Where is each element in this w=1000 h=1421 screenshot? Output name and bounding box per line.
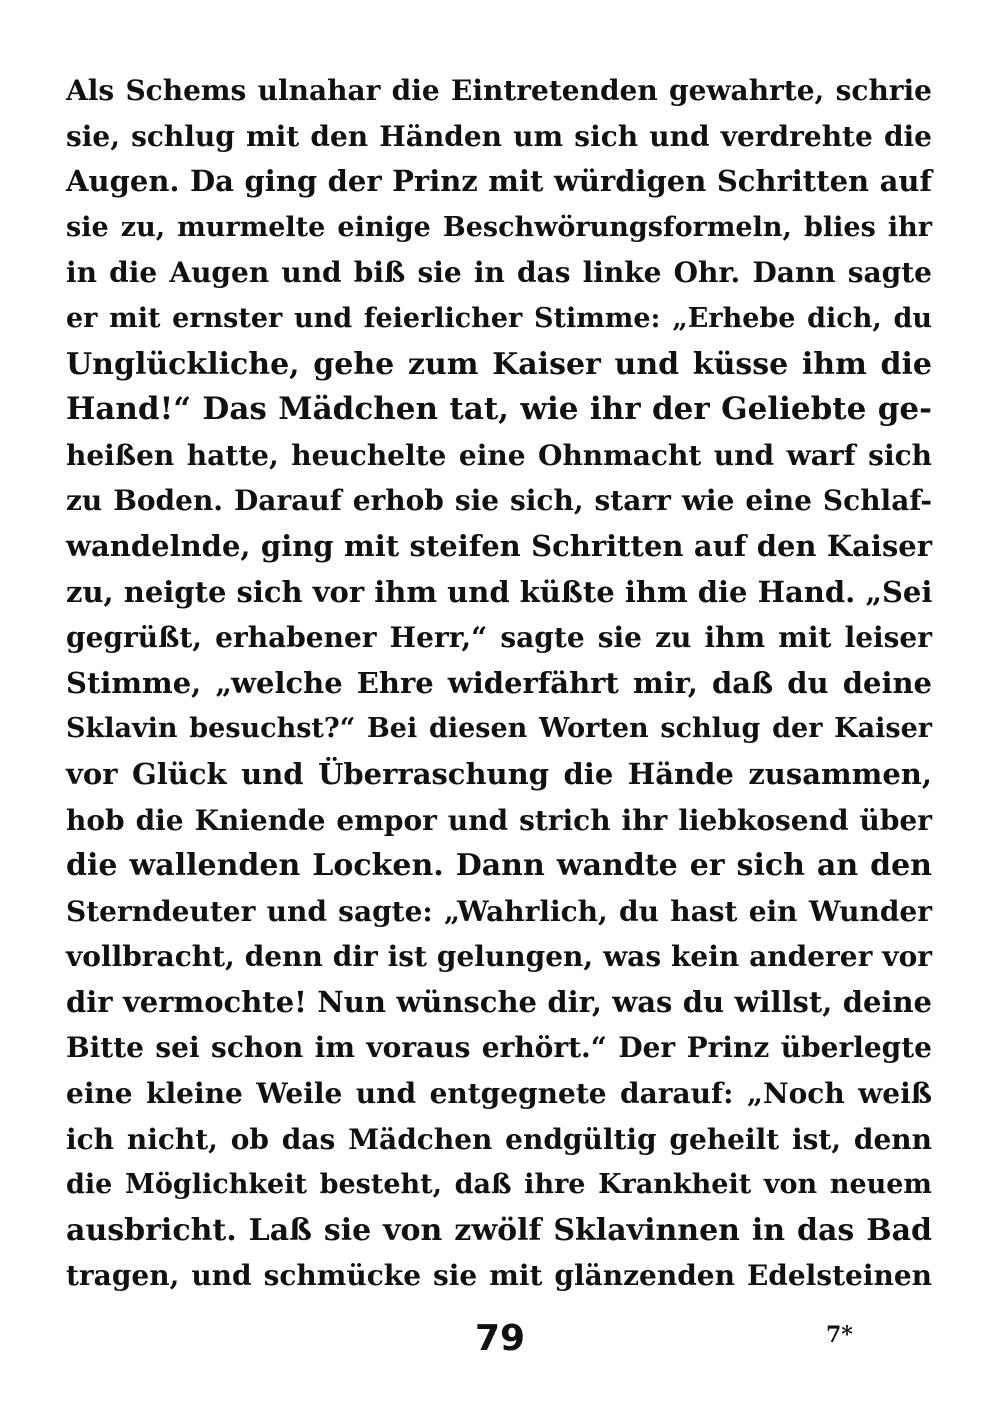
text-line: die wallenden Locken. Dann wandte er sich an den <box>66 848 932 884</box>
text-line: Sterndeuter und sagte: „Wahrlich, du hast ein Wunder <box>66 894 932 928</box>
text-line: gegrüßt, erhabener Herr,“ sagte sie zu ihm mit leiser <box>66 621 932 655</box>
text-line: Unglückliche, gehe zum Kaiser und küsse ihm die <box>66 346 932 382</box>
text-line: Hand!“ Das Mädchen tat, wie ihr der Geliebte ge- <box>66 391 932 428</box>
text-line: zu, neigte sich vor ihm und küßte ihm die Hand. „Sei <box>66 574 933 609</box>
page-number: 79 <box>474 1318 526 1359</box>
text-line: heißen hatte, heuchelte eine Ohnmacht und warf sich <box>66 438 932 472</box>
text-line: ausbricht. Laß sie von zwölf Sklavinnen in das Bad <box>66 1212 932 1248</box>
body-text <box>66 68 932 1299</box>
text-line: eine kleine Weile und entgegnete darauf: „Noch weiß <box>66 1077 932 1111</box>
text-line: sie zu, murmelte einige Beschwörungsformeln, blies ihr <box>66 211 932 243</box>
text-line: er mit ernster und feierlicher Stimme: „Erhebe dich, du <box>66 302 932 334</box>
text-line: vollbracht, denn dir ist gelungen, was kein anderer vor <box>66 940 932 974</box>
text-line: Sklavin besuchst?“ Bei diesen Worten schlug der Kaiser <box>66 713 932 745</box>
text-line: ich nicht, ob das Mädchen endgültig geheilt ist, denn <box>66 1122 932 1156</box>
signature-mark: 7* <box>826 1322 853 1348</box>
text-line: sie, schlug mit den Händen um sich und verdrehte die <box>66 119 932 153</box>
text-line: vor Glück und Überraschung die Hände zusammen, <box>66 756 932 791</box>
text-line: Augen. Da ging der Prinz mit würdigen Schritten auf <box>66 164 932 199</box>
text-line: Bitte sei schon im voraus erhört.“ Der Prinz überlegte <box>66 1031 932 1065</box>
text-line: zu Boden. Darauf erhob sie sich, starr wie eine Schlaf- <box>66 484 932 518</box>
text-line: hob die Kniende empor und strich ihr liebkosend über <box>66 803 932 837</box>
text-line: tragen, und schmücke sie mit glänzenden Edelsteinen <box>66 1259 932 1293</box>
text-line: Stimme, „welche Ehre widerfährt mir, daß du deine <box>66 665 932 700</box>
text-line: Als Schems ulnahar die Eintretenden gewahrte, schrie <box>66 74 932 107</box>
text-line: wandelnde, ging mit steifen Schritten auf den Kaiser <box>66 528 932 563</box>
text-line: die Möglichkeit besteht, daß ihre Krankheit von neuem <box>66 1169 932 1201</box>
text-line: dir vermochte! Nun wünsche dir, was du willst, deine <box>66 984 932 1019</box>
text-line: in die Augen und biß sie in das linke Ohr. Dann sagte <box>66 256 932 290</box>
